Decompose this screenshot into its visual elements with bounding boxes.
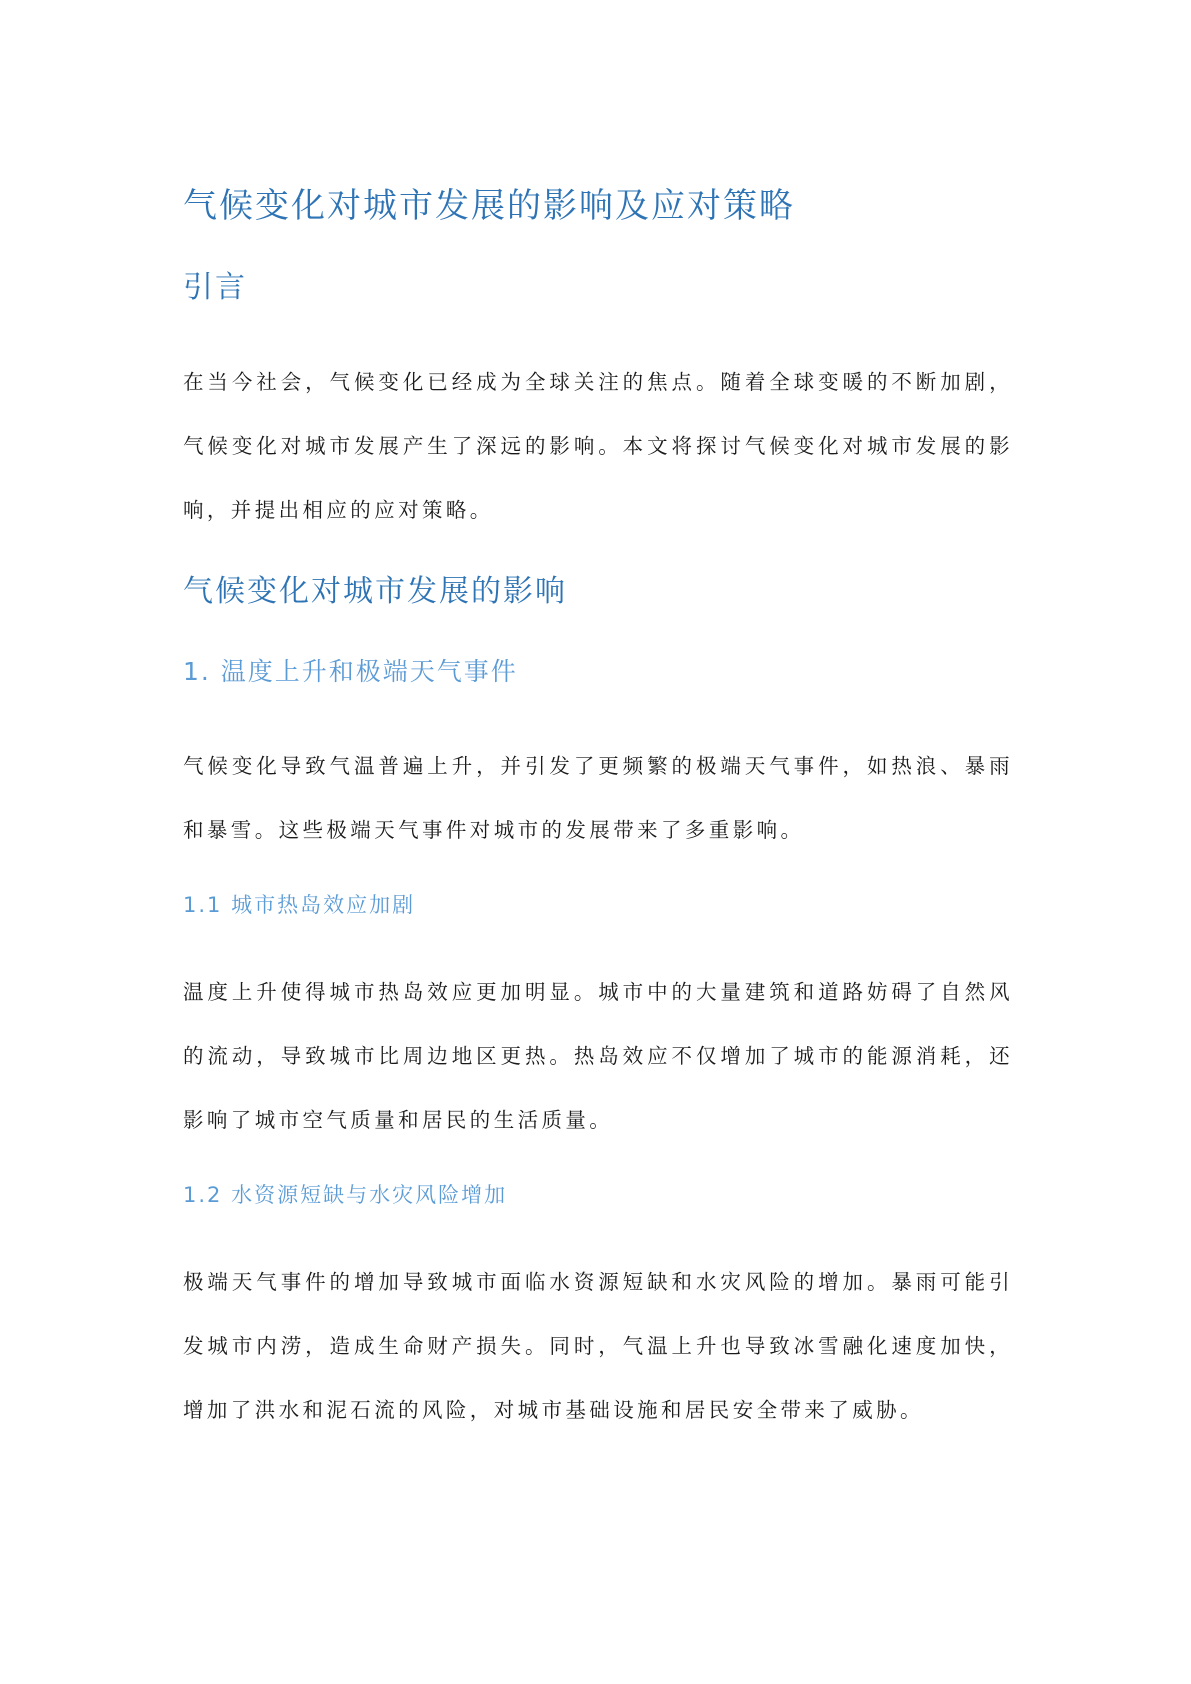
section-1-2-paragraph: 极端天气事件的增加导致城市面临水资源短缺和水灾风险的增加。暴雨可能引发城市内涝，造成生命财产损失。同时，气温上升也导致冰雪融化速度加快，增加了洪水和泥石流的风险，对城市基础设施和居民安全带来了威胁。 [183, 1270, 1013, 1422]
impact-heading: 气候变化对城市发展的影响 [183, 574, 567, 609]
intro-paragraph: 在当今社会，气候变化已经成为全球关注的焦点。随着全球变暖的不断加剧，气候变化对城市发展产生了深远的影响。本文将探讨气候变化对城市发展的影响，并提出相应的应对策略。 [183, 370, 1013, 522]
section-1-heading: 1. 温度上升和极端天气事件 [183, 657, 518, 686]
document-title: 气候变化对城市发展的影响及应对策略 [183, 186, 795, 226]
intro-heading: 引言 [183, 270, 247, 305]
section-1-2-heading: 1.2 水资源短缺与水灾风险增加 [183, 1183, 508, 1207]
document-content [183, 182, 1013, 1470]
section-1-paragraph: 气候变化导致气温普遍上升，并引发了更频繁的极端天气事件，如热浪、暴雨和暴雪。这些极端天气事件对城市的发展带来了多重影响。 [183, 754, 1013, 842]
section-1-1-heading: 1.1 城市热岛效应加剧 [183, 893, 416, 917]
section-1-1-paragraph: 温度上升使得城市热岛效应更加明显。城市中的大量建筑和道路妨碍了自然风的流动，导致城市比周边地区更热。热岛效应不仅增加了城市的能源消耗，还影响了城市空气质量和居民的生活质量。 [183, 980, 1013, 1132]
